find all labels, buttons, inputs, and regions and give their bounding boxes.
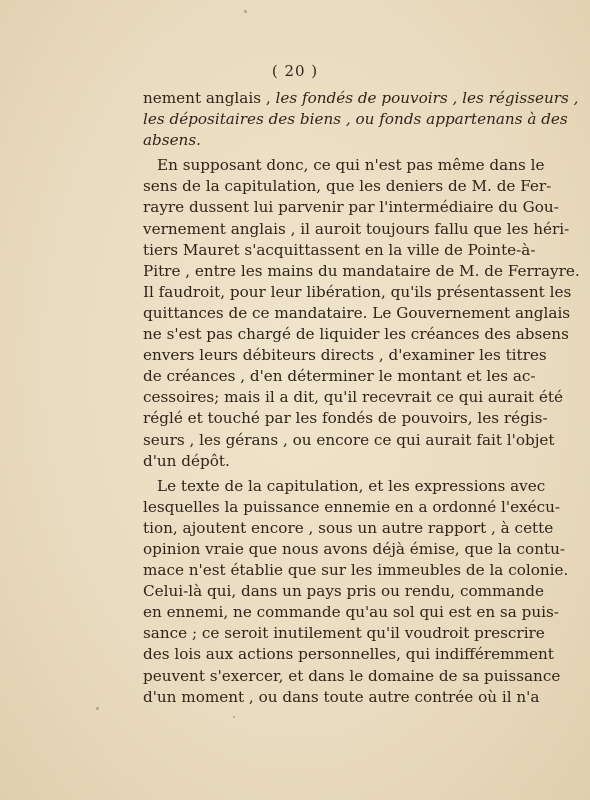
text-run: sens de la capitulation, que les deniers de M. de Fer-	[143, 177, 552, 196]
text-run: de créances , d'en déterminer le montant et les ac-	[143, 367, 536, 386]
text-line	[143, 430, 555, 451]
text-line	[143, 366, 536, 387]
text-run: réglé et touché par les fondés de pouvoirs, les régis-	[143, 409, 548, 428]
text-run: tion, ajoutent encore , sous un autre rapport , à cette	[143, 518, 554, 537]
text-line	[143, 581, 544, 602]
text-line	[143, 666, 561, 687]
paper-speck	[96, 707, 99, 710]
text-line	[143, 518, 554, 539]
paper-speck	[244, 10, 247, 13]
text-line	[143, 408, 548, 429]
body-text	[143, 88, 580, 708]
text-run: Pitre , entre les mains du mandataire de M. de Ferrayre.	[143, 261, 580, 280]
text-run: opinion vraie que nous avons déjà émise, que la contu-	[143, 539, 566, 558]
text-run: sance ; ce seroit inutilement qu'il voudroit prescrire	[143, 624, 545, 643]
text-run: vernement anglais , il auroit toujours fallu que les héri-	[143, 219, 570, 238]
text-line	[143, 261, 580, 282]
text-line	[143, 324, 569, 345]
text-run: des lois aux actions personnelles, qui indifféremment	[143, 645, 554, 664]
text-run: cessoires; mais il a dit, qu'il recevrait ce qui aurait été	[143, 388, 563, 407]
text-run: seurs , les gérans , ou encore ce qui aurait fait l'objet	[143, 430, 555, 449]
text-run: Celui-là qui, dans un pays pris ou rendu, commande	[143, 582, 544, 601]
paper-speck	[233, 716, 235, 718]
text-line	[143, 497, 561, 518]
text-line	[143, 109, 568, 130]
text-line	[143, 644, 554, 665]
text-run: ne s'est pas chargé de liquider les créances des absens	[143, 325, 569, 344]
text-line	[143, 451, 524, 472]
text-run: En supposant donc, ce qui n'est pas même dans le	[157, 156, 545, 175]
text-run: envers leurs débiteurs directs , d'examiner les titres	[143, 346, 547, 365]
text-line	[143, 560, 569, 581]
text-line	[143, 240, 536, 261]
text-run: rayre dussent lui parvenir par l'intermédiaire du Gou-	[143, 198, 559, 217]
italic-text: les fondés de pouvoirs , les régisseurs ,	[275, 89, 579, 107]
text-run: lesquelles la puissance ennemie en a ordonné l'exécu-	[143, 497, 561, 516]
text-line	[143, 88, 579, 109]
text-line	[143, 623, 545, 644]
italic-text: absens.	[143, 131, 201, 150]
italic-text: les dépositaires des biens , ou fonds appartenans à des	[143, 110, 568, 129]
text-run: nement anglais ,	[143, 89, 276, 107]
text-line	[143, 476, 546, 497]
text-line	[143, 155, 545, 176]
text-line	[143, 130, 524, 151]
text-run: d'un dépôt.	[143, 451, 230, 470]
page-number: ( 20 )	[271, 62, 319, 80]
text-line	[143, 539, 566, 560]
text-run: Il faudroit, pour leur libération, qu'ils présentassent les	[143, 282, 572, 301]
text-line	[143, 303, 571, 324]
text-line	[143, 387, 563, 408]
text-line	[143, 687, 540, 708]
text-run: tiers Mauret s'acquittassent en la ville de Pointe-à-	[143, 240, 536, 259]
text-run: en ennemi, ne commande qu'au sol qui est en sa puis-	[143, 603, 559, 622]
text-run: peuvent s'exercer, et dans le domaine de sa puissance	[143, 666, 561, 685]
text-run: d'un moment , ou dans toute autre contrée où il n'a	[143, 687, 540, 706]
text-line	[143, 176, 552, 197]
text-line	[143, 345, 547, 366]
text-line	[143, 282, 572, 303]
text-line	[143, 602, 559, 623]
text-run: quittances de ce mandataire. Le Gouvernement anglais	[143, 303, 571, 322]
text-run: Le texte de la capitulation, et les expressions avec	[157, 476, 546, 495]
text-line	[143, 219, 570, 240]
text-run: mace n'est établie que sur les immeubles de la colonie.	[143, 561, 569, 580]
text-line	[143, 197, 559, 218]
